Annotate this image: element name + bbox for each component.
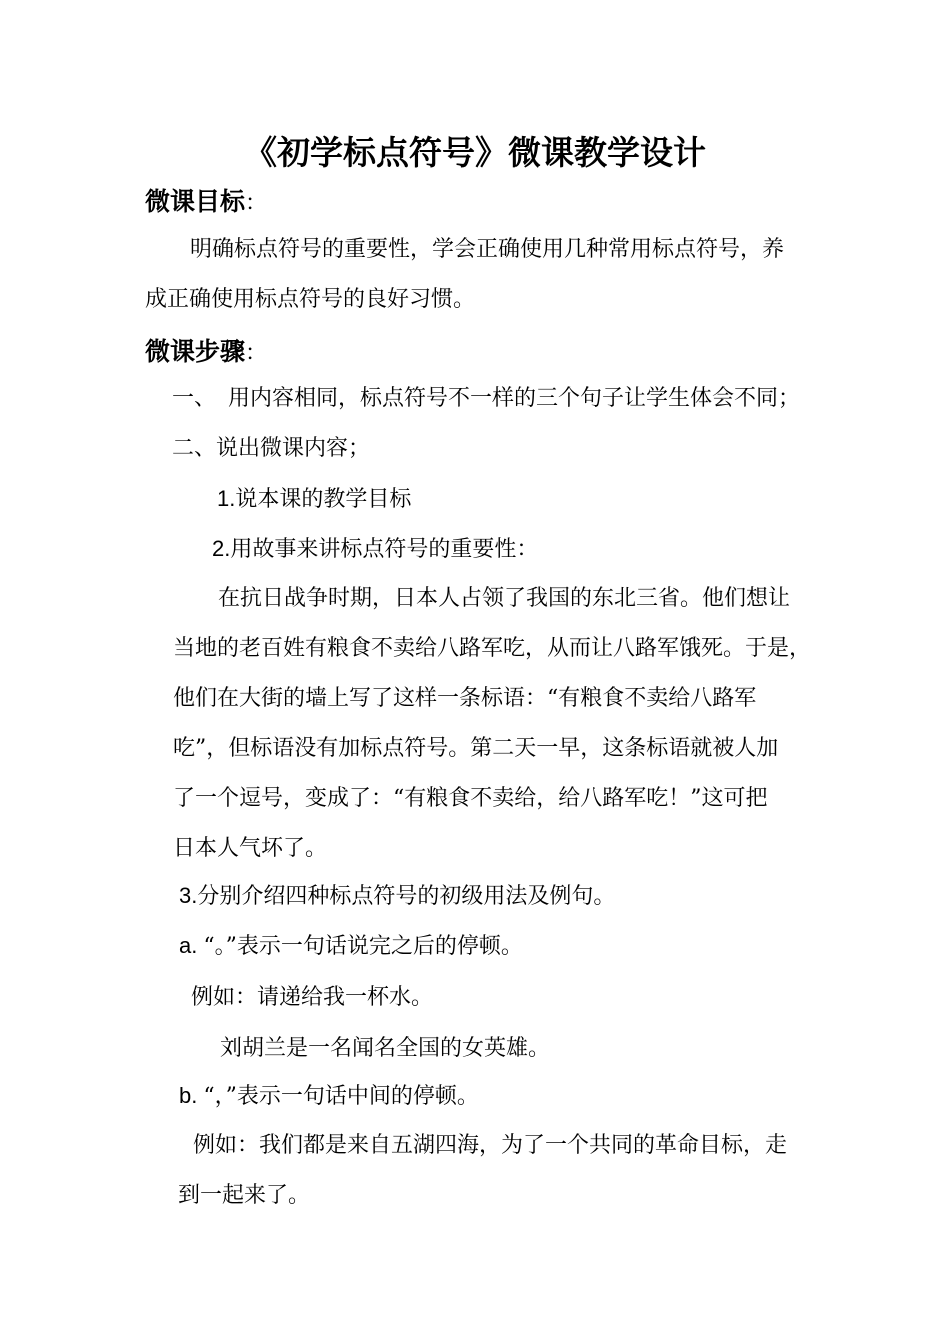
story-line: 当地的老百姓有粮食不卖给八路军吃，从而让八路军饿死。于是，	[173, 636, 812, 661]
step-2: 二、说出微课内容；	[172, 436, 371, 461]
item-b-example: 例如：我们都是来自五湖四海，为了一个共同的革命目标，走	[193, 1133, 788, 1158]
goal-line: 成正确使用标点符号的良好习惯。	[145, 287, 476, 312]
sub-item-1-text: 说本课的教学目标	[235, 487, 412, 512]
sub-item-1	[217, 484, 411, 515]
sub-item-2	[212, 534, 538, 565]
goal-line: 明确标点符号的重要性，学会正确使用几种常用标点符号，养	[190, 237, 785, 262]
item-a-text: “。”表示一句话说完之后的停顿。	[203, 934, 523, 959]
goal-heading	[145, 185, 267, 221]
story-line: 在抗日战争时期，日本人占领了我国的东北三省。他们想让	[218, 586, 791, 611]
steps-heading-colon: ：	[245, 341, 268, 366]
item-a-example: 例如：请递给我一杯水。	[191, 985, 434, 1010]
item-b-text: “，”表示一句话中间的停顿。	[203, 1084, 479, 1109]
item-b-example: 到一起来了。	[178, 1183, 311, 1208]
story-line: 日本人气坏了。	[173, 836, 328, 861]
sub-item-3-number: 3.	[179, 883, 198, 908]
sub-item-2-text: 用故事来讲标点符号的重要性：	[230, 537, 539, 562]
step-1-number: 一、	[172, 386, 217, 411]
item-b	[179, 1081, 479, 1112]
step-1	[172, 384, 800, 414]
step-1-text: 用内容相同，标点符号不一样的三个句子让学生体会不同；	[228, 386, 801, 411]
sub-item-1-number: 1.	[217, 486, 236, 511]
sub-item-3	[179, 881, 615, 912]
story-line: 了一个逗号，变成了：“有粮食不卖给，给八路军吃！”这可把	[173, 786, 768, 811]
sub-item-2-number: 2.	[212, 536, 231, 561]
item-a	[179, 931, 523, 962]
sub-item-3-text: 分别介绍四种标点符号的初级用法及例句。	[197, 884, 616, 909]
document-title: 《初学标点符号》微课教学设计	[244, 133, 706, 172]
steps-heading-text: 微课步骤	[145, 337, 246, 366]
goal-heading-colon: ：	[245, 191, 268, 216]
story-line: 吃”，但标语没有加标点符号。第二天一早，这条标语就被人加	[173, 736, 779, 761]
story-line: 他们在大街的墙上写了这样一条标语：“有粮食不卖给八路军	[173, 686, 757, 711]
goal-heading-text: 微课目标	[145, 187, 246, 216]
item-b-label: b.	[179, 1083, 198, 1108]
item-a-example: 刘胡兰是一名闻名全国的女英雄。	[220, 1036, 551, 1061]
steps-heading	[145, 335, 267, 371]
item-a-label: a.	[179, 933, 198, 958]
